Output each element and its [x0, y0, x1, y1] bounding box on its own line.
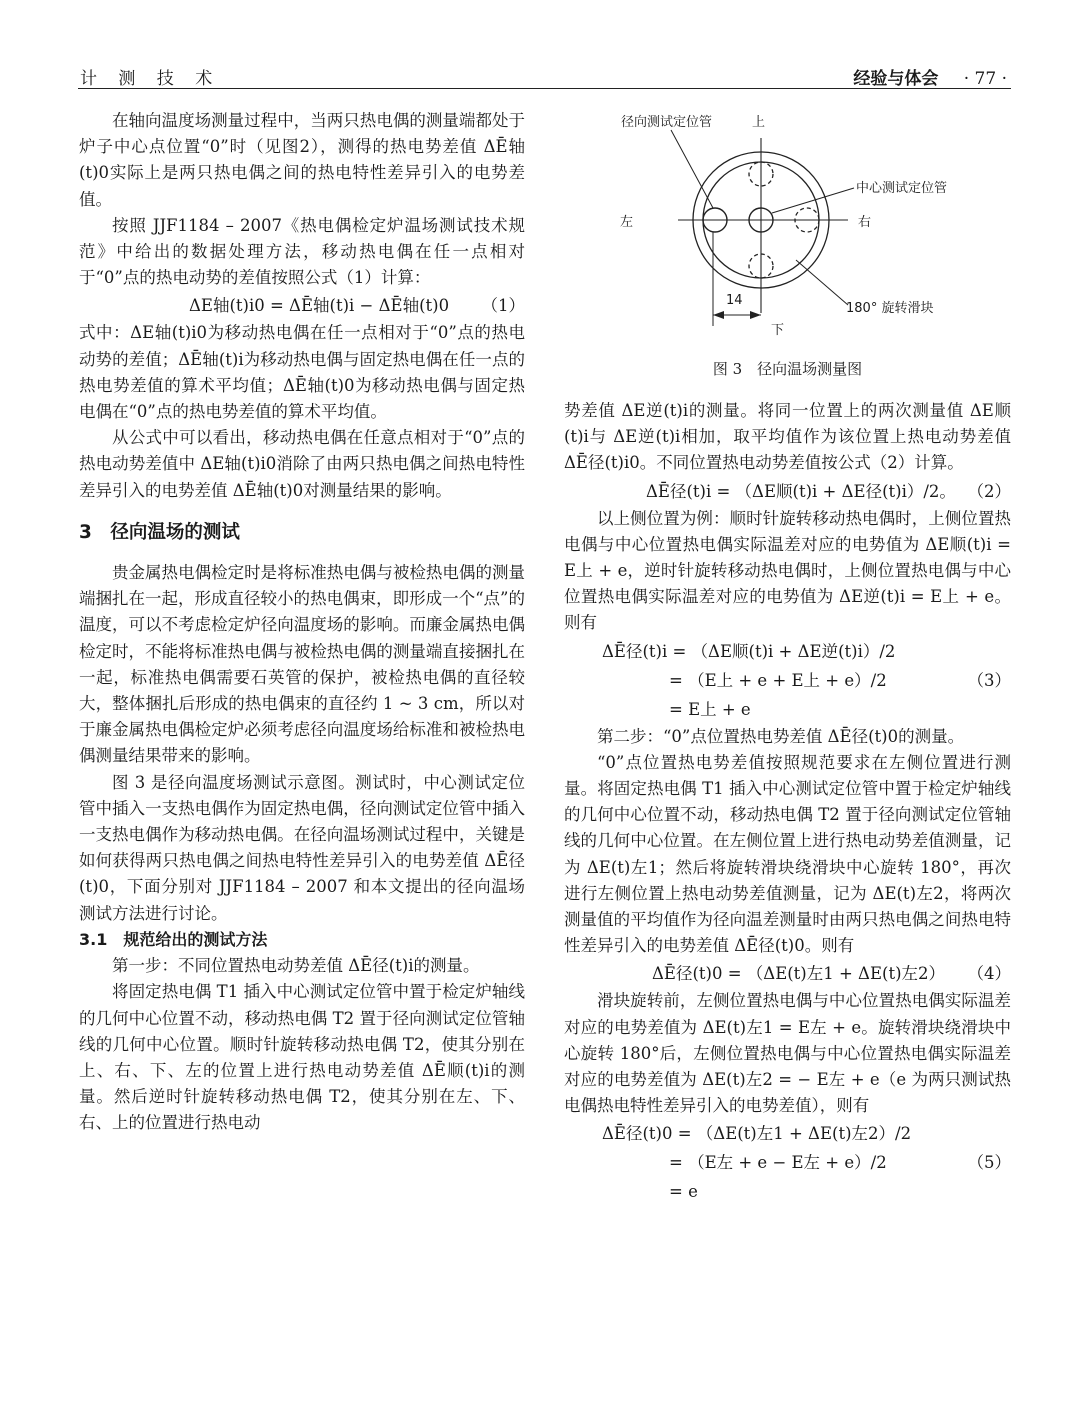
paragraph: 以上侧位置为例：顺时针旋转移动热电偶时，上侧位置热电偶与中心位置热电偶实际温差对应的电势值为 ΔE顺(t)i = E上 + e，逆时针旋转移动热电偶时，上侧位置热电偶与中心位置热电偶实际温差对应的电势值为 ΔE逆(t)i = E上 + e。则有: [564, 508, 1011, 633]
equation-number: （1）: [481, 296, 525, 316]
figure-3-diagram: [596, 108, 976, 383]
equation-body: = e: [669, 1182, 698, 1202]
page-header-right: [853, 64, 1007, 89]
equation-number: （4）: [967, 964, 1011, 984]
equation-body: ΔE轴(t)i0 = ΔĒ轴(t)i − ΔĒ轴(t)0: [189, 296, 450, 316]
equation-body: = （E上 + e + E上 + e）/2: [669, 670, 887, 690]
equation-3-line-1: [564, 637, 1011, 666]
equation-body: ΔĒ径(t)i = （ΔE顺(t)i + ΔE径(t)i）/2。: [646, 481, 956, 501]
label-radial-tube: 径向测试定位管: [621, 115, 713, 130]
equation-4: [564, 959, 1011, 988]
equation-5-line-2: [564, 1148, 1011, 1177]
equation-5-line-1: [564, 1119, 1011, 1148]
equation-number: （2）: [967, 481, 1011, 501]
paragraph: 第二步：“0”点位置热电势差值 ΔĒ径(t)0的测量。: [597, 726, 965, 746]
journal-name: 计 测 技 术: [80, 69, 221, 89]
equation-number: （5）: [967, 1153, 1011, 1173]
paragraph: 从公式中可以看出，移动热电偶在任意点相对于“0”点的热电动势差值中 ΔE轴(t)i0消除了由两只热电偶之间热电特性差异引入的电势差值 ΔĒ轴(t)0对测量结果的影响。: [79, 428, 525, 500]
leader-center-tube: [772, 188, 854, 213]
equation-body: = （E左 + e − E左 + e）/2: [669, 1153, 887, 1173]
page-number: · 77 ·: [963, 69, 1007, 89]
paragraph: 滑块旋转前，左侧位置热电偶与中心位置热电偶实际温差对应的电势差值为 ΔE(t)左1 = E左 + e。旋转滑块绕滑块中心旋转 180°后，左侧位置热电偶与中心位置热电偶实际温差对应的电势差值为 ΔE(t)左2 = − E左 + e（e 为两只测试热电偶热电特性差异引入的电势差值），则有: [564, 991, 1011, 1116]
equation-body: = E上 + e: [669, 699, 751, 719]
label-left: 左: [620, 215, 634, 230]
dimension-arrow-left: [713, 311, 724, 319]
equation-1: [79, 291, 525, 320]
section-title: 经验与体会: [853, 69, 939, 89]
label-up: 上: [752, 115, 766, 130]
right-column: [564, 398, 1011, 1206]
paragraph: 贵金属热电偶检定时是将标准热电偶与被检热电偶的测量端捆扎在一起，形成直径较小的热电偶束，即形成一个“点”的温度，可以不考虑检定炉径向温度场的影响。而廉金属热电偶检定时，不能将标准热电偶与被检热电偶的测量端直接捆扎在一起，标准热电偶需要石英管的保护，被检热电偶的直径较大，整体捆扎后形成的热电偶束的直径约 1 ~ 3 cm，所以对于廉金属热电偶检定炉必须考虑径向温度场给标准和被检热电偶测量结果带来的影响。: [79, 563, 525, 766]
section-heading: 3 径向温场的测试: [79, 521, 240, 543]
label-dimension: 14: [726, 293, 743, 308]
label-right: 右: [858, 215, 872, 230]
paragraph: 在轴向温度场测量过程中，当两只热电偶的测量端都处于炉子中心点位置“0”时（见图2），测得的热电势差值 ΔĒ轴(t)0实际上是两只热电偶之间的热电特性差异引入的电势差值。: [79, 111, 525, 209]
equation-2: [564, 477, 1011, 506]
paragraph: 按照 JJF1184 – 2007《热电偶检定炉温场测试技术规范》中给出的数据处理方法，移动热电偶在任一点相对于“0”点的热电动势的差值按照公式（1）计算：: [79, 215, 525, 288]
paragraph: “0”点位置热电势差值按照规范要求在左侧位置进行测量。将固定热电偶 T1 插入中心测试定位管中置于检定炉轴线的几何中心位置不动，移动热电偶 T2 置于径向测试定位管轴线的几何中心位置。在左侧位置上进行热电动势差值测量，记为 ΔE(t)左1；然后将旋转滑块绕滑块中心旋转 180°，再次进行左侧位置上热电动势差值测量，记为 ΔE(t)左2，将两次测量值的平均值作为径向温差测量时由两只热电偶之间热电特性差异引入的电势差值 ΔĒ径(t)0。则有: [564, 752, 1011, 956]
equation-body: ΔĒ径(t)0 = （ΔE(t)左1 + ΔE(t)左2）: [652, 964, 946, 984]
header-rule: [78, 88, 1011, 89]
leader-radial-tube: [671, 130, 713, 208]
equation-3-line-2: [564, 666, 1011, 695]
paragraph: 将固定热电偶 T1 插入中心测试定位管中置于检定炉轴线的几何中心位置不动，移动热电偶 T2 置于径向测试定位管轴线的几何中心位置。顺时针旋转移动热电偶 T2，使其分别在上、右、下、左的位置上进行热电动势差值 ΔĒ顺(t)i的测量。然后逆时针旋转移动热电偶 T2，使其分别在左、下、右、上的位置进行热电动: [79, 982, 525, 1133]
equation-5-line-3: [564, 1177, 1011, 1206]
equation-body: ΔĒ径(t)0 = （ΔE(t)左1 + ΔE(t)左2）/2: [602, 1124, 912, 1144]
paragraph: 式中：ΔE轴(t)i0为移动热电偶在任一点相对于“0”点的热电动势的差值；ΔĒ轴(t)i为移动热电偶与固定热电偶在任一点的热电势差值的算术平均值；ΔĒ轴(t)0为移动热电偶与固定热电偶在“0”点的热电势差值的算术平均值。: [79, 323, 525, 422]
equation-3-line-3: [564, 695, 1011, 724]
paragraph: 第一步：不同位置热电动势差值 ΔĒ径(t)i的测量。: [112, 956, 480, 976]
subsection-heading: 3.1 规范给出的测试方法: [79, 929, 268, 949]
paragraph: 图 3 是径向温度场测试示意图。测试时，中心测试定位管中插入一支热电偶作为固定热电偶，径向测试定位管中插入一支热电偶作为移动热电偶。在径向温场测试过程中，关键是如何获得两只热电偶之间热电特性差异引入的电势差值 ΔĒ径(t)0，下面分别对 JJF1184 – 2007 和本文提出的径向温场测试方法进行讨论。: [79, 772, 525, 923]
leader-slider: [796, 260, 848, 305]
left-column: [79, 108, 525, 1137]
paragraph: 势差值 ΔE逆(t)i的测量。将同一位置上的两次测量值 ΔE顺(t)i与 ΔE逆(t)i相加，取平均值作为该位置上热电动势差值 ΔĒ径(t)i0。不同位置热电动势差值按公式（2）计算。: [564, 401, 1011, 473]
equation-number: （3）: [967, 670, 1011, 690]
figure-caption: 图 3 径向温场测量图: [712, 360, 863, 378]
label-center-tube: 中心测试定位管: [856, 181, 948, 196]
label-down: 下: [771, 323, 785, 338]
label-slider: 180° 旋转滑块: [846, 301, 934, 316]
dimension-arrow-right: [750, 311, 761, 319]
equation-body: ΔĒ径(t)i = （ΔE顺(t)i + ΔE逆(t)i）/2: [602, 641, 896, 661]
